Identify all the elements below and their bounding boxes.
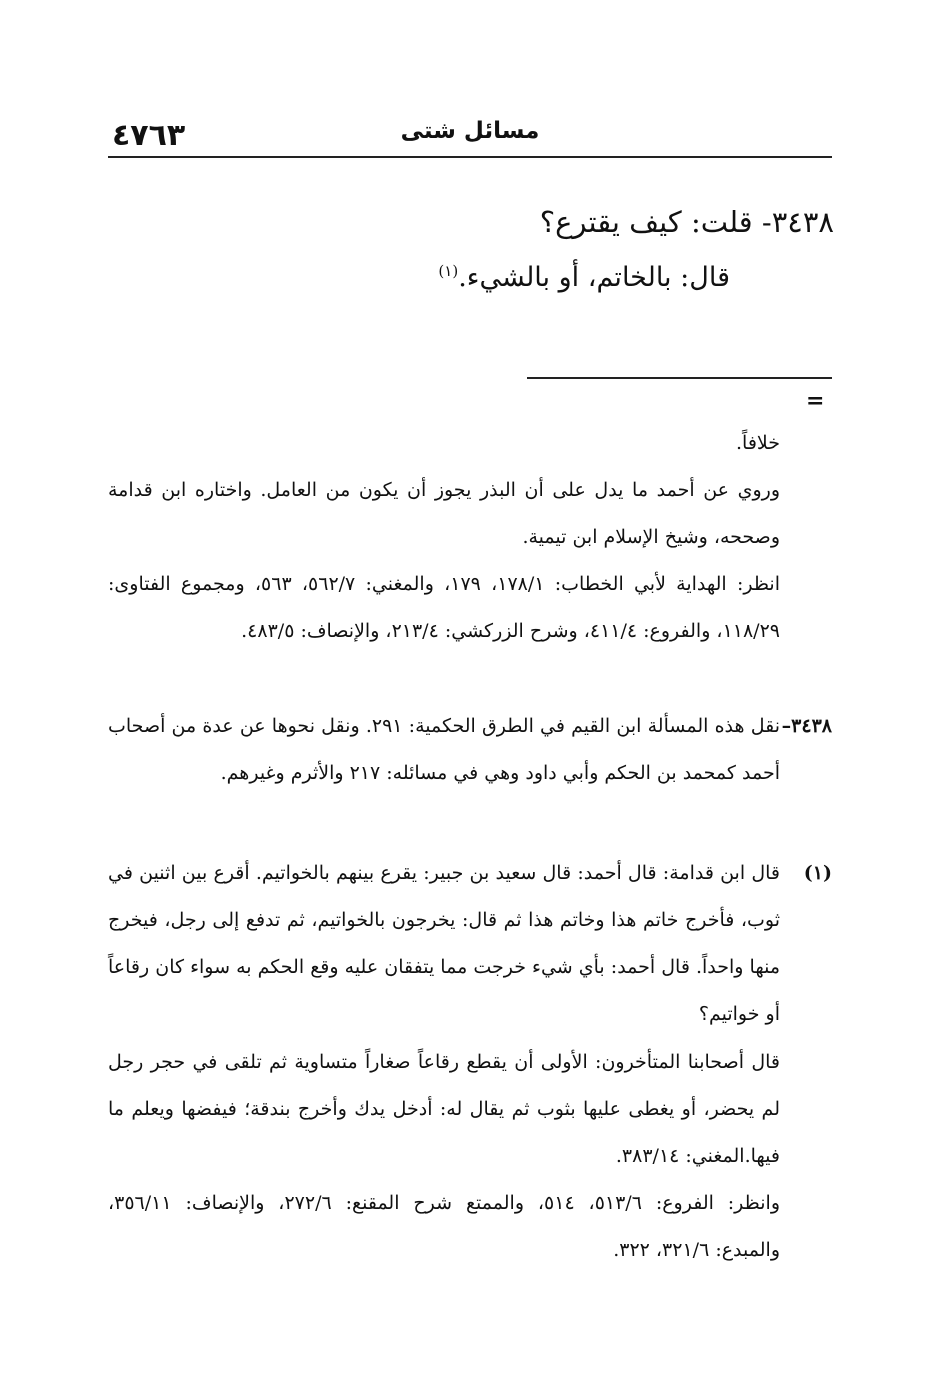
footnote-references: انظر: الهداية لأبي الخطاب: ١٧٨/١، ١٧٩، والمغني: ٥٦٢/٧، ٥٦٣، ومجموع الفتاوى: ١١٨/٢٩، والفروع: ٤١١/٤، وشرح الزركشي: ٢١٣/٤، والإنصاف: ٤٨٣/٥.: [108, 573, 780, 642]
footnote-continued-word: خلافاً.: [736, 432, 780, 454]
footnote-1: [108, 850, 832, 1038]
answer-line: [400, 262, 730, 293]
continuation-mark: =: [806, 388, 825, 414]
footnote-ref: (١): [438, 262, 459, 280]
question-line: ٣٤٣٨- قلت: كيف يقترع؟: [539, 205, 834, 239]
page-number: ٤٧٦٣: [112, 118, 186, 153]
footnote-1-paragraph-2: قال أصحابنا المتأخرون: الأولى أن يقطع رقاعاً صغاراً متساوية ثم تلقى في حجر رجل لم يحضر، أو يغطى عليها بثوب ثم يقال له: أدخل يدك وأخرج بندقة؛ فيفضها ويعلم ما فيها.المغني: ٣٨٣/١٤.: [108, 1051, 780, 1167]
footnote-3438: [108, 703, 832, 797]
footnote-1-text: قال ابن قدامة: قال أحمد: قال سعيد بن جبير: يقرع بينهم بالخواتيم. أقرع بين اثنين في ثوب، فأخرج خاتم هذا وخاتم هذا ثم قال: يخرجون بالخواتيم، ثم تدفع إلى رجل، فيخرج منها واحداً. قال أحمد: بأي شيء خرجت مما يتفقان عليه وقع الحكم به سواء كان رقاعاً أو خواتيم؟: [108, 862, 780, 1025]
footnote-1-references: وانظر: الفروع: ٥١٣/٦، ٥١٤، والممتع شرح المقنع: ٢٧٢/٦، والإنصاف: ٣٥٦/١١، والمبدع: ٣٢١/٦، ٣٢٢.: [108, 1192, 780, 1261]
answer-text: قال: بالخاتم، أو بالشيء.: [458, 262, 730, 293]
running-title: مسائل شتى: [400, 118, 540, 144]
footnote-3438-label: ٣٤٣٨–: [781, 715, 832, 737]
footnote-paragraph: وروي عن أحمد ما يدل على أن البذر يجوز أن يكون من العامل. واختاره ابن قدامة وصححه، وشيخ الإسلام ابن تيمية.: [108, 479, 780, 548]
footnote-1-label: (١): [803, 862, 832, 884]
header-rule: [108, 156, 832, 158]
footnote-rule: [527, 377, 832, 379]
footnote-3438-text: نقل هذه المسألة ابن القيم في الطرق الحكمية: ٢٩١. ونقل نحوها عن عدة من أصحاب أحمد كمحمد بن الحكم وأبي داود وهي في مسائله: ٢١٧ والأثرم وغيرهم.: [108, 715, 780, 784]
